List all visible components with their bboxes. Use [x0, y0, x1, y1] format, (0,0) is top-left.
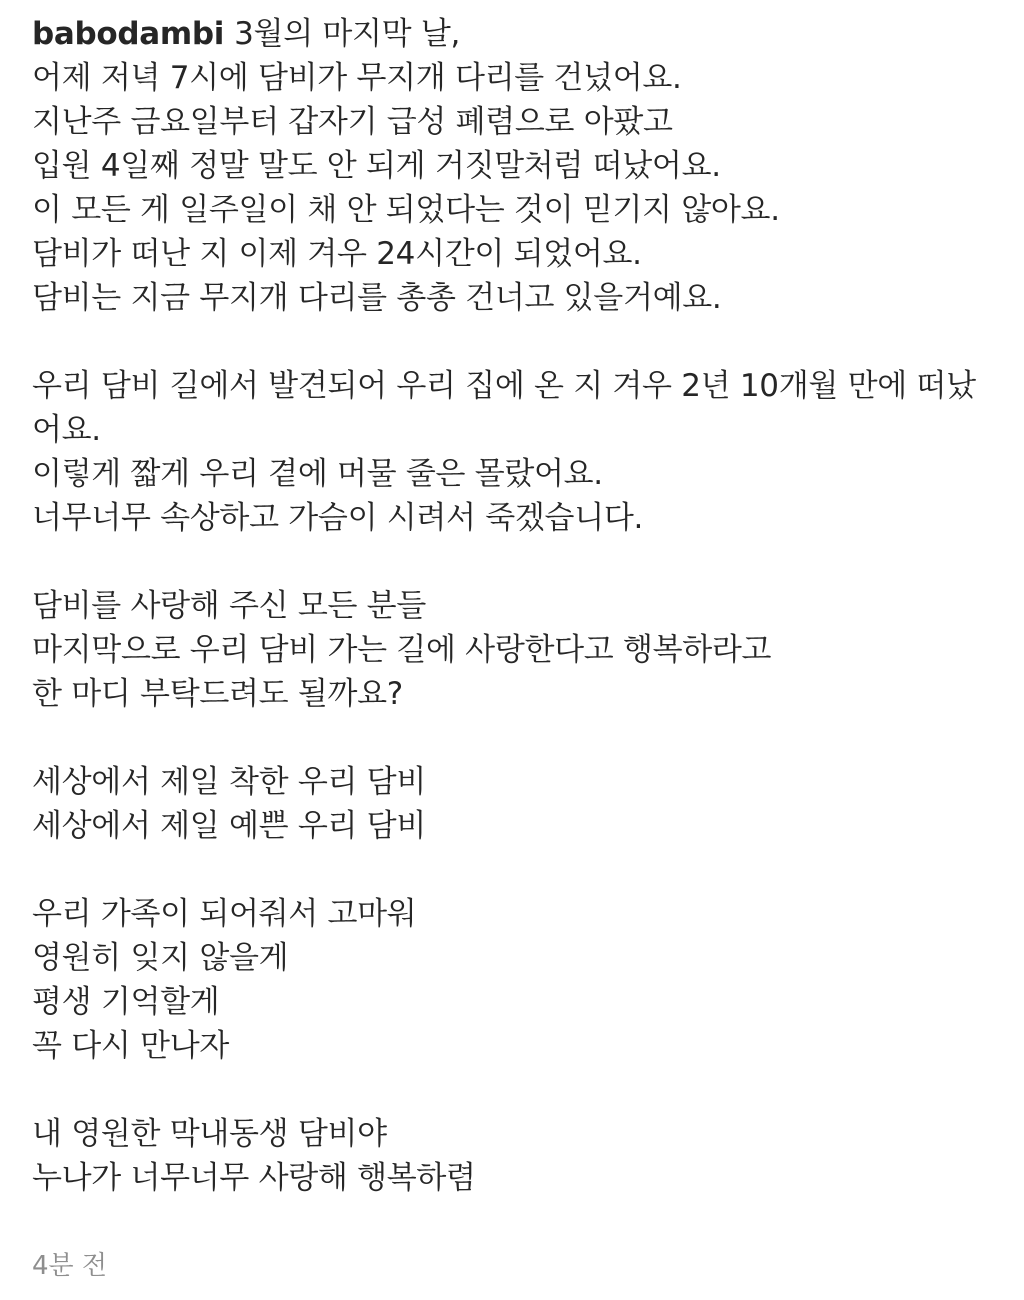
caption-line: 세상에서 제일 착한 우리 담비: [32, 764, 426, 800]
caption-paragraph-2: [32, 364, 992, 540]
username-link[interactable]: babodambi: [32, 16, 225, 52]
caption-line: 내 영원한 막내동생 담비야: [32, 1116, 387, 1152]
caption-paragraph-6: [32, 1112, 992, 1200]
caption-line: 우리 가족이 되어줘서 고마워: [32, 896, 417, 932]
caption-paragraph-4: [32, 760, 992, 848]
caption-paragraph-1: [32, 56, 992, 320]
post-caption: [32, 12, 992, 1200]
caption-line: 지난주 금요일부터 갑자기 급성 폐렴으로 아팠고: [32, 104, 673, 140]
caption-line: 어제 저녁 7시에 담비가 무지개 다리를 건넜어요.: [32, 60, 682, 96]
caption-paragraph-3: [32, 584, 992, 716]
caption-line: 너무너무 속상하고 가슴이 시려서 죽겠습니다.: [32, 500, 644, 536]
caption-line: 꼭 다시 만나자: [32, 1028, 229, 1064]
caption-line: 평생 기억할게: [32, 984, 220, 1020]
post-timestamp[interactable]: 4분 전: [32, 1251, 108, 1281]
caption-line: 세상에서 제일 예쁜 우리 담비: [32, 808, 426, 844]
caption-paragraph-5: [32, 892, 992, 1068]
caption-line: 한 마디 부탁드려도 될까요?: [32, 676, 403, 712]
caption-line: 담비가 떠난 지 이제 겨우 24시간이 되었어요.: [32, 236, 642, 272]
caption-line: 담비는 지금 무지개 다리를 총총 건너고 있을거예요.: [32, 280, 722, 316]
caption-first-line: [32, 12, 992, 56]
caption-line: 이 모든 게 일주일이 채 안 되었다는 것이 믿기지 않아요.: [32, 192, 780, 228]
caption-line: 우리 담비 길에서 발견되어 우리 집에 온 지 겨우 2년 10개월 만에 떠났어요.: [32, 368, 976, 448]
caption-line: 누나가 너무너무 사랑해 행복하렴: [32, 1160, 476, 1196]
caption-line: 영원히 잊지 않을게: [32, 940, 289, 976]
caption-line: 마지막으로 우리 담비 가는 길에 사랑한다고 행복하라고: [32, 632, 772, 668]
caption-line: 입원 4일째 정말 말도 안 되게 거짓말처럼 떠났어요.: [32, 148, 721, 184]
caption-line: 담비를 사랑해 주신 모든 분들: [32, 588, 426, 624]
caption-line: 이렇게 짧게 우리 곁에 머물 줄은 몰랐어요.: [32, 456, 603, 492]
caption-opening-text: 3월의 마지막 날,: [234, 16, 461, 52]
